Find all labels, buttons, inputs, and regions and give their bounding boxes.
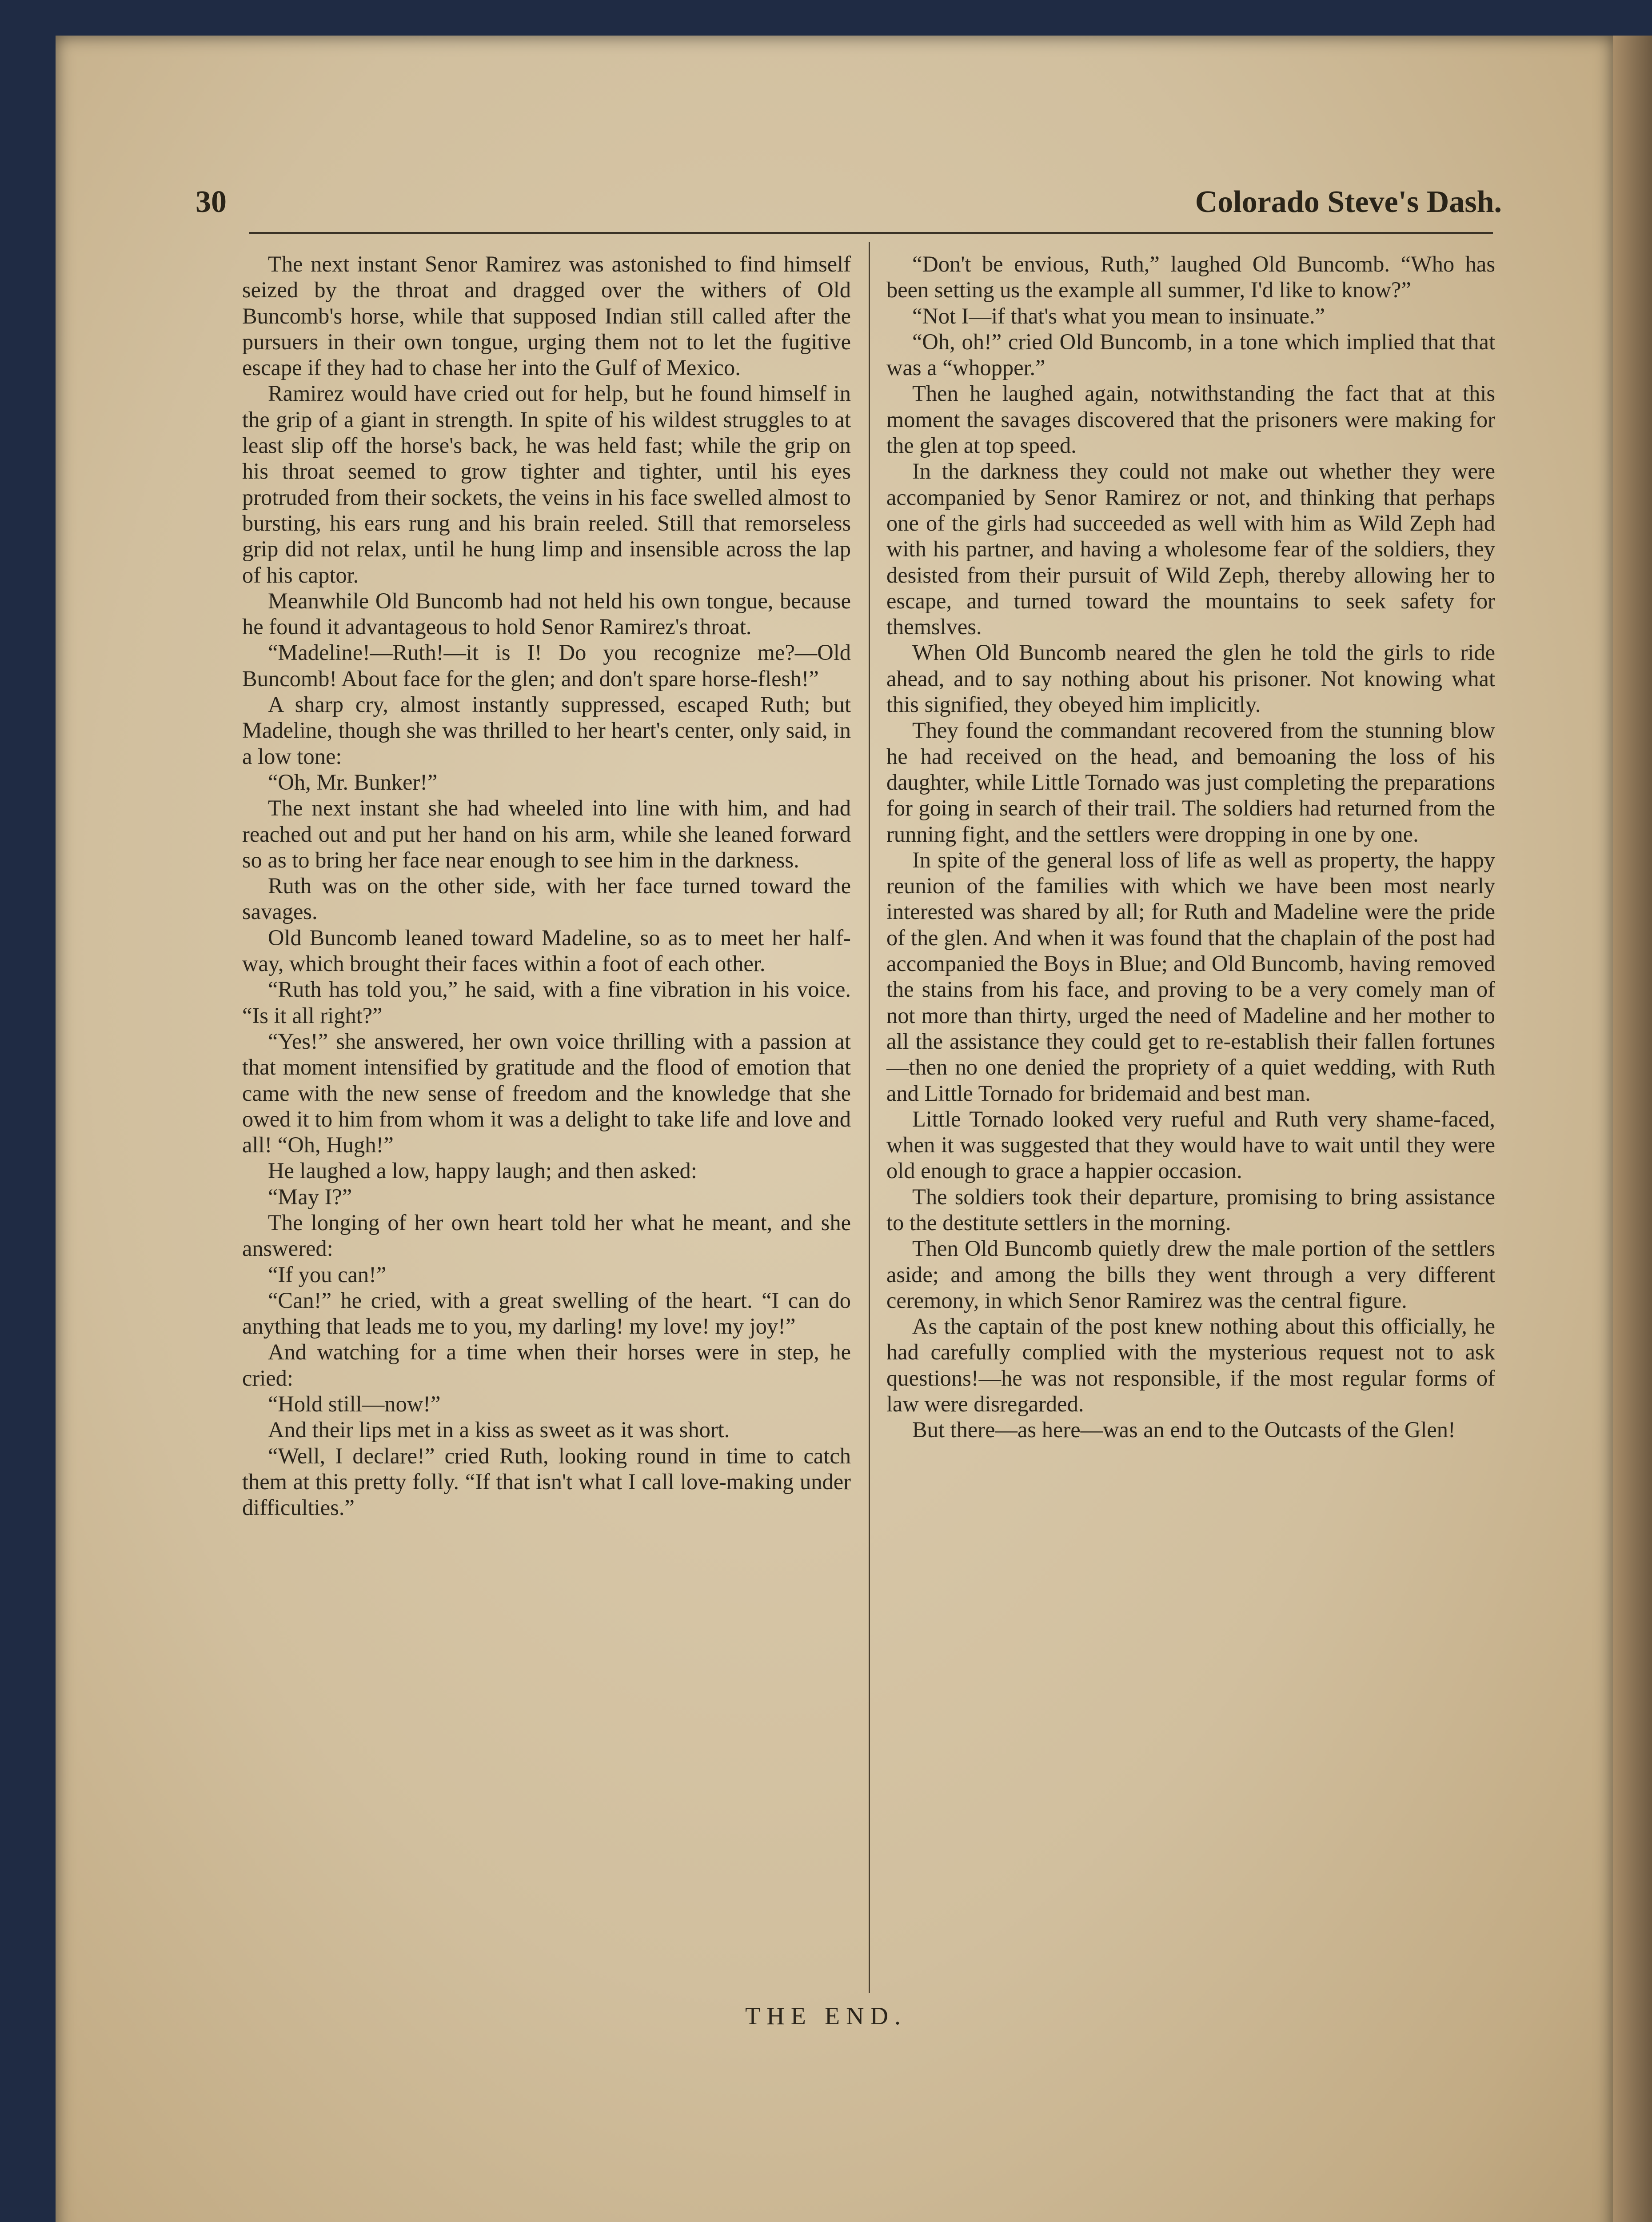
paragraph: Ramirez would have cried out for help, but he found himself in the grip of a giant in strength. In spite of his wildest struggles to at least slip off the horse's back, he was held fast; while the grip on his throat seemed to grow tighter and tighter, until his eyes protruded from their sockets, the veins in his face swelled almost to bursting, his ears rung and his brain reeled. Still that remorseless grip did not relax, until he hung limp and insensible across the lap of his captor. [242,381,851,587]
paragraph: The next instant she had wheeled into line with him, and had reached out and put her hand on his arm, while she leaned forward so as to bring her face near enough to see him in the darkness. [242,795,851,872]
page-number: 30 [196,185,227,219]
page-header [196,178,1502,227]
paragraph: The longing of her own heart told her what he meant, and she answered: [242,1210,851,1261]
the-end-label: THE END. [745,2002,907,2030]
header-rule [249,232,1493,234]
paragraph: Then he laughed again, notwithstanding the fact that at this moment the savages discovered that the prisoners were making for the glen at top speed. [886,381,1495,458]
paragraph: “Oh, Mr. Bunker!” [268,769,438,795]
paragraph: Ruth was on the other side, with her face turned toward the savages. [242,873,851,924]
left-column [242,251,851,2029]
paragraph: “Can!” he cried, with a great swelling of the heart. “I can do anything that leads me to you, my darling! my love! my joy!” [242,1287,851,1339]
paragraph: “Not I—if that's what you mean to insinuate.” [912,303,1325,328]
paragraph: “Hold still—now!” [268,1391,441,1417]
paragraph: Little Tornado looked very rueful and Ruth very shame-faced, when it was suggested that they would have to wait until they were old enough to grace a happier occasion. [886,1106,1495,1183]
paragraph: “Well, I declare!” cried Ruth, looking round in time to catch them at this pretty folly. “If that isn't what I call love-making under difficulties.” [242,1443,851,1520]
column-divider [869,242,870,1993]
paragraph: Then Old Buncomb quietly drew the male portion of the settlers aside; and among the bills they went through a very different ceremony, in which Senor Ramirez was the central figure. [886,1236,1495,1313]
paragraph: As the captain of the post knew nothing about this officially, he had carefully complied with the mysterious request not to ask questions!—he was not responsible, if the most regular forms of law were disregarded. [886,1314,1495,1417]
paragraph: He laughed a low, happy laugh; and then asked: [268,1158,697,1183]
paragraph: “Ruth has told you,” he said, with a fine vibration in his voice. “Is it all right?” [242,977,851,1028]
paragraph: “Yes!” she answered, her own voice thrilling with a passion at that moment intensified by gratitude and the flood of emotion that came with the new sense of freedom and the knowledge that she owed it to him from whom it was a delight to take life and love and all! “Oh, Hugh!” [242,1028,851,1158]
paragraph: Meanwhile Old Buncomb had not held his own tongue, because he found it advantageous to hold Senor Ramirez's throat. [242,588,851,639]
paragraph: And their lips met in a kiss as sweet as it was short. [268,1417,730,1443]
paragraph: Old Buncomb leaned toward Madeline, so as to meet her half-way, which brought their faces within a foot of each other. [242,925,851,976]
paragraph: A sharp cry, almost instantly suppressed, escaped Ruth; but Madeline, though she was thrilled to her heart's center, only said, in a low tone: [242,692,851,769]
paragraph: “Madeline!—Ruth!—it is I! Do you recognize me?—Old Buncomb! About face for the glen; and don't spare horse-flesh!” [242,640,851,691]
paragraph: But there—as here—was an end to the Outcasts of the Glen! [912,1417,1456,1443]
paragraph: In the darkness they could not make out whether they were accompanied by Senor Ramirez or not, and thinking that perhaps one of the girls had succeeded as well with him as Wild Zeph had with his partner, and having a wholesome fear of the soldiers, they desisted from their pursuit of Wild Zeph, thereby allowing her to escape, and turned toward the mountains to seek safety for themslves. [886,459,1495,639]
paragraph: The next instant Senor Ramirez was astonished to find himself seized by the throat and dragged over the withers of Old Buncomb's horse, while that supposed Indian still called after the pursuers in their own tongue, urging them not to let the fugitive escape if they had to chase her into the Gulf of Mexico. [242,252,851,380]
paragraph: In spite of the general loss of life as well as property, the happy reunion of the families with which we have been most nearly interested was shared by all; for Ruth and Madeline were the pride of the glen. And when it was found that the chaplain of the post had accompanied the Boys in Blue; and Old Buncomb, having removed the stains from his face, and proving to be a very comely man of not more than thirty, urged the need of Madeline and her mother to all the assistance they could get to re-establish their fallen fortunes—then no one denied the propriety of a quiet wedding, with Ruth and Little Tornado for bridemaid and best man. [886,847,1495,1106]
paragraph: The soldiers took their departure, promising to bring assistance to the destitute settlers in the morning. [886,1184,1495,1235]
right-column [886,251,1495,2029]
paragraph: “If you can!” [268,1262,387,1287]
paragraph: “May I?” [268,1184,352,1209]
paragraph: “Oh, oh!” cried Old Buncomb, in a tone which implied that that was a “whopper.” [886,329,1495,380]
paragraph: When Old Buncomb neared the glen he told the girls to ride ahead, and to say nothing about his prisoner. Not knowing what this signified, they obeyed him implicitly. [886,640,1495,717]
paragraph: “Don't be envious, Ruth,” laughed Old Buncomb. “Who has been setting us the example all summer, I'd like to know?” [886,252,1495,303]
paragraph: And watching for a time when their horses were in step, he cried: [242,1339,851,1391]
running-title: Colorado Steve's Dash. [1195,185,1502,219]
paragraph: They found the commandant recovered from the stunning blow he had received on the head, and bemoaning the loss of his daughter, while Little Tornado was just completing the preparations for going in search of their trail. The soldiers had returned from the running fight, and the settlers were dropping in one by one. [886,718,1495,847]
